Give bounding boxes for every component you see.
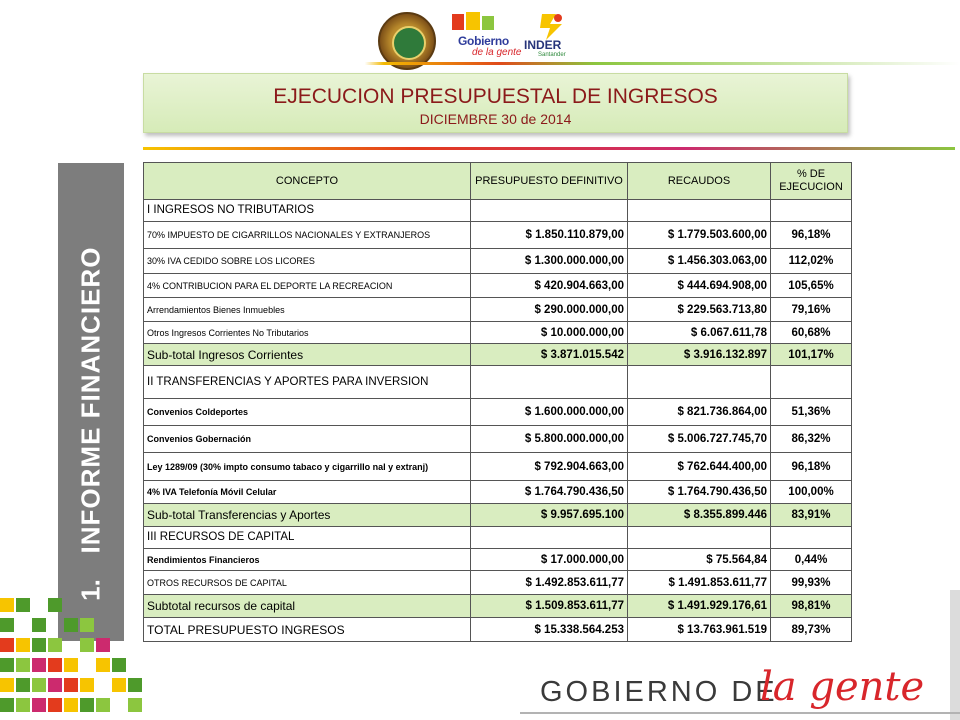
row-concept: Convenios Gobernación bbox=[144, 426, 471, 453]
row-budget: $ 15.338.564.253 bbox=[471, 618, 628, 642]
table-row bbox=[144, 453, 852, 481]
side-tab-label: INFORME FINANCIERO bbox=[75, 246, 106, 554]
row-concept: Sub-total Ingresos Corrientes bbox=[144, 344, 471, 366]
inder-logo-text: INDER bbox=[524, 38, 562, 52]
row-concept: OTROS RECURSOS DE CAPITAL bbox=[144, 571, 471, 595]
table-row bbox=[144, 399, 852, 426]
section-row bbox=[144, 200, 852, 222]
mosaic-square bbox=[80, 698, 94, 712]
row-pct: 51,36% bbox=[771, 399, 852, 426]
table-row bbox=[144, 298, 852, 322]
table-row bbox=[144, 322, 852, 344]
row-budget: $ 290.000.000,00 bbox=[471, 298, 628, 322]
table-header-row bbox=[144, 163, 852, 200]
row-collected: $ 1.491.853.611,77 bbox=[628, 571, 771, 595]
row-concept: Arrendamientos Bienes Inmuebles bbox=[144, 298, 471, 322]
row-collected: $ 1.779.503.600,00 bbox=[628, 222, 771, 249]
gobierno-logo-text: Gobierno bbox=[458, 34, 509, 48]
footer-underline bbox=[520, 712, 960, 714]
mosaic-square bbox=[0, 698, 14, 712]
row-pct bbox=[771, 200, 852, 222]
mosaic-square bbox=[80, 678, 94, 692]
row-concept: Rendimientos Financieros bbox=[144, 549, 471, 571]
row-pct: 101,17% bbox=[771, 344, 852, 366]
row-budget: $ 1.300.000.000,00 bbox=[471, 249, 628, 274]
row-budget: $ 792.904.663,00 bbox=[471, 453, 628, 481]
col-header-collected: RECAUDOS bbox=[628, 163, 771, 200]
mosaic-square bbox=[96, 658, 110, 672]
col-header-concept: CONCEPTO bbox=[144, 163, 471, 200]
row-concept: Subtotal recursos de capital bbox=[144, 595, 471, 618]
mosaic-square bbox=[64, 618, 78, 632]
row-pct bbox=[771, 527, 852, 549]
row-budget: $ 420.904.663,00 bbox=[471, 274, 628, 298]
mosaic-square bbox=[112, 678, 126, 692]
row-collected: $ 444.694.908,00 bbox=[628, 274, 771, 298]
row-pct: 96,18% bbox=[771, 453, 852, 481]
row-collected: $ 75.564,84 bbox=[628, 549, 771, 571]
mosaic-square bbox=[48, 658, 62, 672]
row-concept: Ley 1289/09 (30% impto consumo tabaco y cigarrillo nal y extranj) bbox=[144, 453, 471, 481]
mosaic-square bbox=[80, 638, 94, 652]
mosaic-square bbox=[96, 638, 110, 652]
row-budget: $ 1.850.110.879,00 bbox=[471, 222, 628, 249]
mosaic-square bbox=[32, 658, 46, 672]
mosaic-square bbox=[48, 638, 62, 652]
row-collected: $ 13.763.961.519 bbox=[628, 618, 771, 642]
row-pct: 83,91% bbox=[771, 504, 852, 527]
section-row bbox=[144, 527, 852, 549]
row-pct: 60,68% bbox=[771, 322, 852, 344]
mosaic-square bbox=[48, 698, 62, 712]
row-collected: $ 1.456.303.063,00 bbox=[628, 249, 771, 274]
section-row bbox=[144, 366, 852, 399]
mosaic-square bbox=[96, 698, 110, 712]
mosaic-square bbox=[16, 638, 30, 652]
row-budget bbox=[471, 200, 628, 222]
row-collected bbox=[628, 366, 771, 399]
row-collected: $ 5.006.727.745,70 bbox=[628, 426, 771, 453]
mosaic-square bbox=[64, 698, 78, 712]
header-logos bbox=[0, 0, 960, 70]
row-pct bbox=[771, 366, 852, 399]
row-collected: $ 3.916.132.897 bbox=[628, 344, 771, 366]
row-concept: 4% CONTRIBUCION PARA EL DEPORTE LA RECREACION bbox=[144, 274, 471, 298]
row-budget bbox=[471, 527, 628, 549]
mosaic-square bbox=[80, 618, 94, 632]
col-header-budget: PRESUPUESTO DEFINITIVO bbox=[471, 163, 628, 200]
row-budget: $ 1.492.853.611,77 bbox=[471, 571, 628, 595]
row-budget bbox=[471, 366, 628, 399]
row-pct: 86,32% bbox=[771, 426, 852, 453]
subtotal-row bbox=[144, 504, 852, 527]
row-budget: $ 9.957.695.100 bbox=[471, 504, 628, 527]
row-collected: $ 821.736.864,00 bbox=[628, 399, 771, 426]
row-pct: 112,02% bbox=[771, 249, 852, 274]
col-header-pct: % DE EJECUCION bbox=[771, 163, 852, 200]
table-row bbox=[144, 222, 852, 249]
mosaic-square bbox=[16, 598, 30, 612]
mosaic-square bbox=[0, 678, 14, 692]
row-collected: $ 229.563.713,80 bbox=[628, 298, 771, 322]
row-pct: 79,16% bbox=[771, 298, 852, 322]
mosaic-square bbox=[128, 698, 142, 712]
subtotal-row bbox=[144, 344, 852, 366]
row-concept: II TRANSFERENCIAS Y APORTES PARA INVERSION bbox=[144, 366, 471, 399]
table-row bbox=[144, 571, 852, 595]
mosaic-square bbox=[32, 678, 46, 692]
mosaic-square bbox=[0, 598, 14, 612]
row-concept: 70% IMPUESTO DE CIGARRILLOS NACIONALES Y EXTRANJEROS bbox=[144, 222, 471, 249]
row-budget: $ 1.509.853.611,77 bbox=[471, 595, 628, 618]
total-row bbox=[144, 618, 852, 642]
row-collected bbox=[628, 527, 771, 549]
row-pct: 105,65% bbox=[771, 274, 852, 298]
row-concept: 4% IVA Telefonía Móvil Celular bbox=[144, 481, 471, 504]
row-concept: Otros Ingresos Corrientes No Tributarios bbox=[144, 322, 471, 344]
table-row bbox=[144, 481, 852, 504]
row-concept: TOTAL PRESUPUESTO INGRESOS bbox=[144, 618, 471, 642]
income-table bbox=[143, 162, 852, 642]
row-collected: $ 1.764.790.436,50 bbox=[628, 481, 771, 504]
row-pct: 89,73% bbox=[771, 618, 852, 642]
side-tab-number: 1. bbox=[75, 579, 106, 601]
mosaic-square bbox=[48, 678, 62, 692]
table-row bbox=[144, 549, 852, 571]
mosaic-square bbox=[16, 698, 30, 712]
seal-center bbox=[392, 26, 426, 60]
mosaic-square bbox=[64, 678, 78, 692]
title-banner bbox=[143, 73, 848, 133]
row-budget: $ 17.000.000,00 bbox=[471, 549, 628, 571]
row-pct: 98,81% bbox=[771, 595, 852, 618]
row-concept: I INGRESOS NO TRIBUTARIOS bbox=[144, 200, 471, 222]
footer-brand-script: la gente bbox=[760, 664, 925, 710]
gobierno-logo-subtext: de la gente bbox=[472, 47, 522, 58]
row-concept: 30% IVA CEDIDO SOBRE LOS LICORES bbox=[144, 249, 471, 274]
page-subtitle: DICIEMBRE 30 de 2014 bbox=[419, 111, 572, 127]
decorative-mosaic bbox=[0, 590, 140, 720]
row-concept: III RECURSOS DE CAPITAL bbox=[144, 527, 471, 549]
row-pct: 99,93% bbox=[771, 571, 852, 595]
inder-logo-subtext: Santander bbox=[538, 52, 566, 58]
row-budget: $ 10.000.000,00 bbox=[471, 322, 628, 344]
row-pct: 100,00% bbox=[771, 481, 852, 504]
mosaic-square bbox=[16, 678, 30, 692]
row-pct: 96,18% bbox=[771, 222, 852, 249]
row-pct: 0,44% bbox=[771, 549, 852, 571]
mosaic-square bbox=[112, 658, 126, 672]
table-row bbox=[144, 426, 852, 453]
mosaic-square bbox=[32, 638, 46, 652]
mosaic-square bbox=[48, 598, 62, 612]
footer-brand-text: GOBIERNO DE bbox=[540, 676, 778, 708]
mosaic-square bbox=[64, 658, 78, 672]
row-budget: $ 1.600.000.000,00 bbox=[471, 399, 628, 426]
mosaic-square bbox=[32, 698, 46, 712]
color-divider bbox=[143, 147, 955, 150]
row-concept: Sub-total Transferencias y Aportes bbox=[144, 504, 471, 527]
row-budget: $ 1.764.790.436,50 bbox=[471, 481, 628, 504]
row-collected: $ 762.644.400,00 bbox=[628, 453, 771, 481]
mosaic-square bbox=[128, 678, 142, 692]
mosaic-square bbox=[16, 658, 30, 672]
table-row bbox=[144, 274, 852, 298]
row-budget: $ 5.800.000.000,00 bbox=[471, 426, 628, 453]
row-collected: $ 6.067.611,78 bbox=[628, 322, 771, 344]
header-divider bbox=[0, 62, 960, 65]
row-collected: $ 8.355.899.446 bbox=[628, 504, 771, 527]
row-concept: Convenios Coldeportes bbox=[144, 399, 471, 426]
table-row bbox=[144, 249, 852, 274]
mosaic-square bbox=[32, 618, 46, 632]
right-edge-decoration bbox=[950, 590, 960, 720]
mosaic-square bbox=[0, 658, 14, 672]
row-collected bbox=[628, 200, 771, 222]
row-collected: $ 1.491.929.176,61 bbox=[628, 595, 771, 618]
mosaic-square bbox=[0, 618, 14, 632]
mosaic-square bbox=[0, 638, 14, 652]
subtotal-row bbox=[144, 595, 852, 618]
row-budget: $ 3.871.015.542 bbox=[471, 344, 628, 366]
page-title: EJECUCION PRESUPUESTAL DE INGRESOS bbox=[273, 85, 718, 108]
